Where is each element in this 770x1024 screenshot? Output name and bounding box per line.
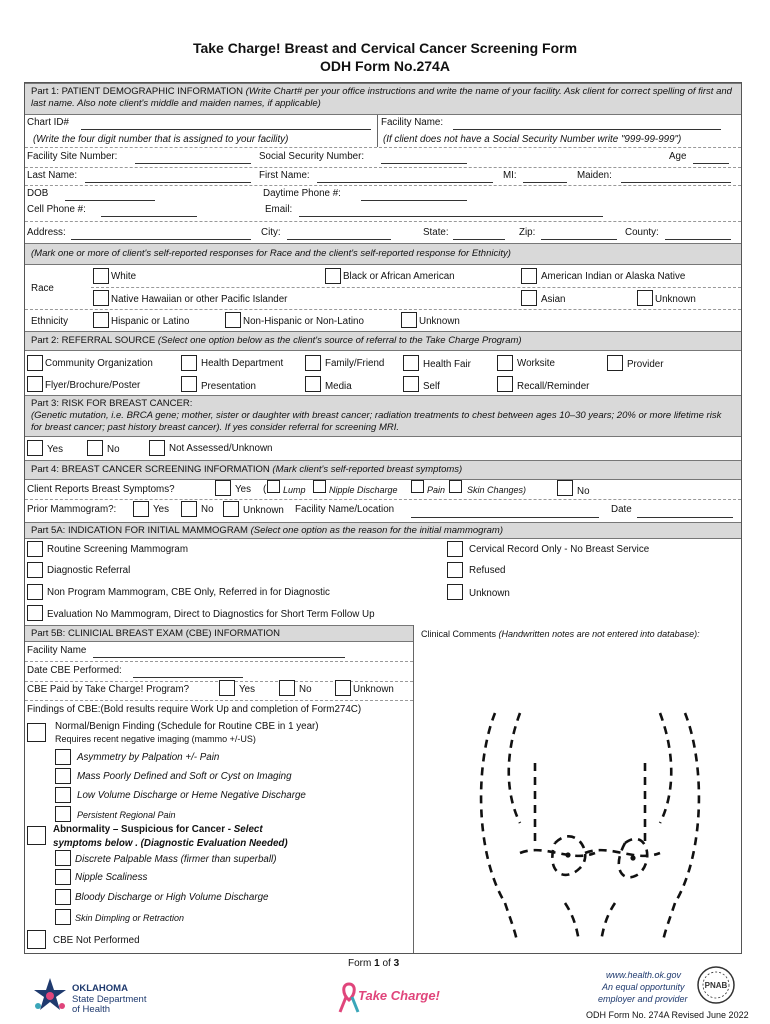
first-name-field[interactable] — [317, 182, 493, 183]
finding-normal-label: Normal/Benign Finding (Schedule for Routine CBE in 1 year) — [55, 721, 319, 732]
symptom-pain-label: Pain — [427, 485, 446, 495]
oklahoma-logo-icon — [30, 976, 70, 1016]
indication-unknown-label: Unknown — [469, 588, 510, 599]
prior-date-label: Date — [611, 504, 632, 515]
finding-discrete-checkbox[interactable] — [55, 850, 71, 866]
prior-yes-label: Yes — [153, 504, 169, 515]
risk-not-assessed-checkbox[interactable] — [149, 440, 165, 456]
indication-routine-checkbox[interactable] — [27, 541, 43, 557]
ref-worksite-checkbox[interactable] — [497, 355, 513, 371]
maiden-field[interactable] — [621, 182, 731, 183]
symptoms-yes-label: Yes — [235, 484, 251, 495]
indication-refused-checkbox[interactable] — [447, 562, 463, 578]
finding-normal-checkbox[interactable] — [27, 723, 46, 742]
indication-non-program-label: Non Program Mammogram, CBE Only, Referred in for Diagnostic — [47, 587, 330, 598]
ref-family-label: Family/Friend — [325, 358, 385, 369]
symptom-nipple-checkbox[interactable] — [313, 480, 326, 493]
facility-site-label: Facility Site Number: — [27, 151, 118, 162]
indication-cervical-label: Cervical Record Only - No Breast Service — [469, 544, 650, 555]
risk-no-checkbox[interactable] — [87, 440, 103, 456]
awareness-ribbon-icon — [338, 982, 360, 1014]
mi-label: MI: — [503, 170, 517, 181]
ref-presentation-checkbox[interactable] — [181, 376, 197, 392]
ethnicity-label: Ethnicity — [31, 316, 69, 327]
finding-asym-checkbox[interactable] — [55, 749, 71, 765]
finding-dimpling-label: Skin Dimpling or Retraction — [75, 913, 185, 923]
form-subtitle: ODH Form No.274A — [320, 58, 450, 74]
part2-header: Part 2: REFERRAL SOURCE (Select one option below as the client's source of referral to the Take Charge Program) — [25, 331, 741, 351]
part5a-header: Part 5A: INDICATION FOR INITIAL MAMMOGRAM (Select one option as the reason for the initial mammogram) — [25, 522, 741, 539]
age-field[interactable] — [693, 163, 729, 164]
mi-field[interactable] — [523, 182, 567, 183]
daytime-phone-field[interactable] — [361, 200, 467, 201]
prior-mammogram-question: Prior Mammogram?: — [27, 504, 117, 515]
race-nhpi-label: Native Hawaiian or other Pacific Islander — [111, 294, 288, 305]
eth-hispanic-checkbox[interactable] — [93, 312, 109, 328]
race-white-label: White — [111, 271, 137, 282]
ref-self-checkbox[interactable] — [403, 376, 419, 392]
cbe-paid-no-checkbox[interactable] — [279, 680, 295, 696]
indication-refused-label: Refused — [469, 565, 506, 576]
ref-health-fair-checkbox[interactable] — [403, 355, 419, 371]
cbe-paid-question: CBE Paid by Take Charge! Program? — [27, 684, 190, 695]
of-health-label: of Health — [72, 1004, 111, 1015]
indication-non-program-checkbox[interactable] — [27, 584, 43, 600]
symptom-lump-checkbox[interactable] — [267, 480, 280, 493]
form-title: Take Charge! Breast and Cervical Cancer Screening Form — [192, 40, 578, 56]
prior-no-label: No — [201, 504, 214, 515]
eth-unknown-checkbox[interactable] — [401, 312, 417, 328]
facility-name-label: Facility Name: — [381, 117, 444, 128]
county-field[interactable] — [665, 239, 731, 240]
city-field[interactable] — [287, 239, 391, 240]
symptom-lump-label: Lump — [283, 485, 306, 495]
indication-evaluation-label: Evaluation No Mammogram, Direct to Diagnostics for Short Term Follow Up — [47, 609, 375, 620]
ref-community-checkbox[interactable] — [27, 355, 43, 371]
finding-persistent-label: Persistent Regional Pain — [77, 810, 176, 820]
prior-facility-label: Facility Name/Location — [295, 504, 395, 515]
ssn-field[interactable] — [381, 163, 467, 164]
ref-presentation-label: Presentation — [201, 381, 257, 392]
ref-community-label: Community Organization — [45, 358, 153, 369]
race-unknown-checkbox[interactable] — [637, 290, 653, 306]
part3-header: Part 3: RISK FOR BREAST CANCER: (Genetic mutation, i.e. BRCA gene; mother, sister or daughter with breast cancer; radiation treatments to chest between ages 10–30 years; 20% or more lifetime risk for breast cancer; past history breast cancer). If yes consider referral for screening MRI. — [25, 395, 741, 437]
risk-not-assessed-label: Not Assessed/Unknown — [169, 443, 273, 454]
symptoms-question: Client Reports Breast Symptoms? — [27, 484, 175, 495]
eth-non-label: Non-Hispanic or Non-Latino — [243, 316, 364, 327]
finding-low-volume-label: Low Volume Discharge or Heme Negative Discharge — [77, 790, 306, 801]
race-asian-label: Asian — [541, 294, 566, 305]
zip-field[interactable] — [541, 239, 617, 240]
symptom-nipple-label: Nipple Discharge — [329, 485, 398, 495]
dob-label: DOB — [27, 188, 49, 199]
finding-persistent-checkbox[interactable] — [55, 806, 71, 822]
symptoms-no-checkbox[interactable] — [557, 480, 573, 496]
chart-id-label: Chart ID# — [27, 117, 69, 128]
cbe-facility-label: Facility Name — [27, 645, 87, 656]
state-label: State: — [423, 227, 449, 238]
ref-health-dept-label: Health Department — [201, 358, 284, 369]
equal-opportunity-2: employer and provider — [598, 994, 688, 1004]
ref-media-label: Media — [325, 381, 352, 392]
maiden-label: Maiden: — [577, 170, 612, 181]
finding-abnormality-checkbox[interactable] — [27, 826, 46, 845]
chart-id-field[interactable] — [81, 129, 371, 130]
indication-evaluation-checkbox[interactable] — [27, 605, 43, 621]
indication-cervical-checkbox[interactable] — [447, 541, 463, 557]
finding-abnormality-label: Abnormality – Suspicious for Cancer - Select — [53, 824, 263, 835]
page-indicator: Form 1 of 3 — [348, 958, 400, 969]
prior-unknown-checkbox[interactable] — [223, 501, 239, 517]
prior-facility-field[interactable] — [411, 517, 599, 518]
symptoms-yes-checkbox[interactable] — [215, 480, 231, 496]
ref-recall-label: Recall/Reminder — [517, 381, 590, 392]
race-asian-checkbox[interactable] — [521, 290, 537, 306]
finding-discrete-label: Discrete Palpable Mass (firmer than superball) — [75, 854, 277, 865]
eth-unknown-label: Unknown — [419, 316, 460, 327]
finding-bloody-label: Bloody Discharge or High Volume Discharge — [75, 892, 269, 903]
risk-yes-label: Yes — [47, 444, 63, 455]
county-label: County: — [625, 227, 659, 238]
prior-yes-checkbox[interactable] — [133, 501, 149, 517]
finding-dimpling-checkbox[interactable] — [55, 909, 71, 925]
ref-media-checkbox[interactable] — [305, 376, 321, 392]
ref-provider-label: Provider — [627, 359, 664, 370]
ref-recall-checkbox[interactable] — [497, 376, 513, 392]
cbe-paid-yes-checkbox[interactable] — [219, 680, 235, 696]
race-nhpi-checkbox[interactable] — [93, 290, 109, 306]
facility-site-field[interactable] — [135, 163, 251, 164]
first-name-label: First Name: — [259, 170, 310, 181]
ref-health-dept-checkbox[interactable] — [181, 355, 197, 371]
ssn-note: (If client does not have a Social Security Number write "999-99-999") — [383, 134, 682, 145]
cbe-not-performed-label: CBE Not Performed — [53, 935, 140, 946]
symptom-skin-label: Skin Changes) — [467, 485, 527, 495]
part1-header: Part 1: PATIENT DEMOGRAPHIC INFORMATION (Write Chart# per your office instructions and write the name of your facility. Ask client for correct spelling of first and last name. Also note client's middle and maiden names, if applicable) — [25, 83, 741, 115]
cbe-paid-unknown-checkbox[interactable] — [335, 680, 351, 696]
indication-unknown-checkbox[interactable] — [447, 584, 463, 600]
screening-form: Part 1: PATIENT DEMOGRAPHIC INFORMATION (Write Chart# per your office instructions and write the name of your facility. Ask client for correct spelling of first and last name. Also note client's middle and maiden names, if applicable) Chart ID# Facility Name: (Write the four digit number that is assigned to your facility) (If client does not have a Social Security Number write "999-99-999") Facility Site Number: Social Security Number: Age Last Name: First Name: MI: Maiden: DOB Daytime Phone #: Cell Phone #: Email: Address: City: State: Zip: County: (Mark one or more of client's self-reported responses for Race and the client's self-reported response for Ethnicity) Race White Black or African American American Indian or Alaska Native Native Hawaiian or other Pacific Islander Asian Unknown Ethnicity Hispanic or Latino Non-Hispanic or Non-Latino Unknown Part 2: REFERRAL SOURCE (Select one option below as the client's source of referral to the Take Charge Program) Community Organization Health Department Family/Friend Health Fair Worksite Provider Flyer/Brochure/Poster Presentation Media Self Recall/Reminder Part 3: RISK FOR BREAST CANCER: (Genetic mutation, i.e. BRCA gene; mother, sister or daughter with breast cancer; radiation treatments to chest between ages 10–30 years; 20% or more lifetime risk for breast cancer; past history breast cancer). If yes consider referral for screening MRI. Yes No Not Assessed/Unknown Part 4: BREAST CANCER SCREENING INFORMATION (Mark client's self-reported breast symptoms) Client Reports Breast Symptoms? Yes ( Lump Nipple Discharge Pain Skin Changes) No Prior Mammogram?: Yes No Unknown Facility Name/Location Date Part 5A: INDICATION FOR INITIAL MAMMOGRAM (Select one option as the reason for the initial mammogram) Routine Screening Mammogram Cervical Record Only - No Breast Service Diagnostic Referral Refused Non Program Mammogram, CBE Only, Referred in for Diagnostic Unknown Evaluation No Mammogram, Direct to Diagnostics for Short Term Follow Up Part 5B: CLINICIAL BREAST EXAM (CBE) INFORMATION Clinical Comments (Handwritten notes are not entered into database): Facility Name Date CBE Performed: CBE Paid by Take Charge! Program? Yes No Unknown Findings of CBE:(Bold results require Work Up and completion of Form274C) Normal/Benign Finding (Schedule for Routine CBE in 1 year) Requires recent negative imaging (mammo +/-US) Asymmetry by Palpation +/- Pain Mass Poorly Defined and Soft or Cyst on Imaging Low Volume Discharge or Heme Negative Discharge Persistent Regional Pain Abnormality – Suspicious for Cancer - Select symptoms below . (Diagnostic Evaluation Needed) Discrete Palpable Mass (firmer than superball) Nipple Scaliness Bloody Discharge or High Volume Discharge Skin Dimpling or Retraction CBE Not Performed — [24, 82, 742, 954]
last-name-label: Last Name: — [27, 170, 78, 181]
risk-yes-checkbox[interactable] — [27, 440, 43, 456]
cell-phone-label: Cell Phone #: — [27, 204, 86, 215]
revision-note: ODH Form No. 274A Revised June 2022 — [586, 1010, 749, 1020]
finding-scaliness-checkbox[interactable] — [55, 869, 71, 885]
cbe-findings-label: Findings of CBE:(Bold results require Work Up and completion of Form274C) — [27, 704, 362, 715]
eth-non-checkbox[interactable] — [225, 312, 241, 328]
prior-no-checkbox[interactable] — [181, 501, 197, 517]
part4-header: Part 4: BREAST CANCER SCREENING INFORMATION (Mark client's self-reported breast symptoms) — [25, 460, 741, 480]
cbe-facility-field[interactable] — [93, 657, 345, 658]
pnab-seal-text: PNAB — [704, 981, 728, 990]
ref-family-checkbox[interactable] — [305, 355, 321, 371]
finding-asym-label: Asymmetry by Palpation +/- Pain — [77, 752, 220, 763]
indication-routine-label: Routine Screening Mammogram — [47, 544, 189, 555]
state-dept-label: State Department — [72, 994, 147, 1005]
ref-worksite-label: Worksite — [517, 358, 555, 369]
address-field[interactable] — [71, 239, 251, 240]
state-field[interactable] — [453, 239, 505, 240]
cbe-date-field[interactable] — [133, 677, 243, 678]
finding-scaliness-label: Nipple Scaliness — [75, 872, 148, 883]
part5b-header: Part 5B: CLINICIAL BREAST EXAM (CBE) INFORMATION — [25, 625, 413, 642]
indication-diagnostic-label: Diagnostic Referral — [47, 565, 131, 576]
race-aian-checkbox[interactable] — [521, 268, 537, 284]
address-label: Address: — [27, 227, 66, 238]
finding-normal-sub: Requires recent negative imaging (mammo +/-US) — [55, 734, 256, 744]
pnab-seal-icon — [694, 965, 738, 1005]
ref-health-fair-label: Health Fair — [423, 359, 471, 370]
prior-date-field[interactable] — [637, 517, 733, 518]
take-charge-logo: Take Charge! — [358, 988, 440, 1003]
facility-name-field[interactable] — [453, 129, 721, 130]
risk-no-label: No — [107, 444, 120, 455]
finding-mass-label: Mass Poorly Defined and Soft or Cyst on Imaging — [77, 771, 292, 782]
race-black-checkbox[interactable] — [325, 268, 341, 284]
finding-mass-checkbox[interactable] — [55, 768, 71, 784]
equal-opportunity-1: An equal opportunity — [602, 982, 685, 992]
ref-self-label: Self — [423, 381, 440, 392]
cbe-not-performed-checkbox[interactable] — [27, 930, 46, 949]
age-label: Age — [669, 151, 687, 162]
cbe-date-label: Date CBE Performed: — [27, 665, 122, 676]
email-field[interactable] — [299, 216, 603, 217]
breast-diagram[interactable] — [465, 703, 715, 943]
race-white-checkbox[interactable] — [93, 268, 109, 284]
last-name-field[interactable] — [85, 182, 251, 183]
email-label: Email: — [265, 204, 293, 215]
daytime-phone-label: Daytime Phone #: — [263, 188, 341, 199]
finding-abnormality-label-2: symptoms below . (Diagnostic Evaluation Needed) — [53, 838, 288, 849]
race-label: Race — [31, 283, 54, 294]
race-black-label: Black or African American — [343, 271, 455, 282]
ssn-label: Social Security Number: — [259, 151, 365, 162]
finding-low-volume-checkbox[interactable] — [55, 787, 71, 803]
cell-phone-field[interactable] — [101, 216, 197, 217]
ref-provider-checkbox[interactable] — [607, 355, 623, 371]
ref-flyer-checkbox[interactable] — [27, 376, 43, 392]
prior-unknown-label: Unknown — [243, 505, 284, 516]
chart-id-note: (Write the four digit number that is assigned to your facility) — [33, 134, 289, 145]
symptom-pain-checkbox[interactable] — [411, 480, 424, 493]
dob-field[interactable] — [65, 200, 155, 201]
cbe-paid-no-label: No — [299, 684, 312, 695]
race-ethnicity-note: (Mark one or more of client's self-reported responses for Race and the client's self-reported response for Ethnicity) — [25, 243, 741, 265]
city-label: City: — [261, 227, 281, 238]
symptom-skin-checkbox[interactable] — [449, 480, 462, 493]
website-link[interactable]: www.health.ok.gov — [606, 970, 682, 980]
finding-bloody-checkbox[interactable] — [55, 889, 71, 905]
oklahoma-label: OKLAHOMA — [72, 983, 128, 994]
race-aian-label: American Indian or Alaska Native — [541, 271, 686, 282]
indication-diagnostic-checkbox[interactable] — [27, 562, 43, 578]
eth-hispanic-label: Hispanic or Latino — [111, 316, 190, 327]
cbe-paid-yes-label: Yes — [239, 684, 255, 695]
race-unknown-label: Unknown — [655, 294, 696, 305]
symptoms-no-label: No — [577, 486, 590, 497]
clinical-comments-label: Clinical Comments (Handwritten notes are not entered into database): — [421, 629, 700, 639]
cbe-paid-unknown-label: Unknown — [353, 684, 394, 695]
ref-flyer-label: Flyer/Brochure/Poster — [45, 380, 141, 391]
zip-label: Zip: — [519, 227, 536, 238]
